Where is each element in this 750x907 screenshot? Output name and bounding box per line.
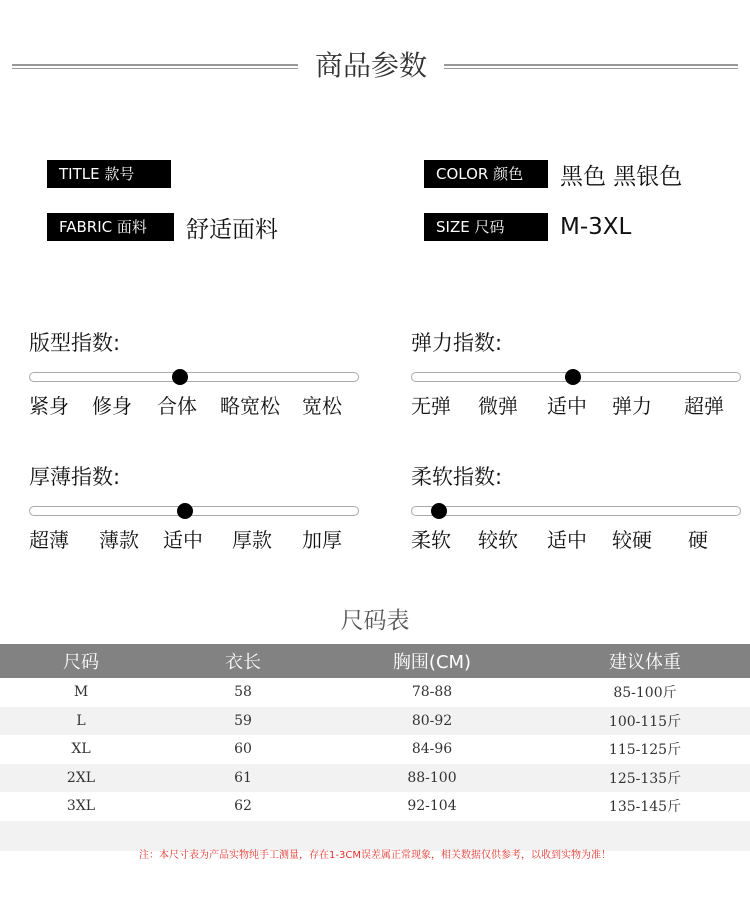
index-label: 加厚 <box>302 528 342 552</box>
index-label: 宽松 <box>302 394 342 418</box>
index-label: 略宽松 <box>220 394 280 418</box>
index-label: 适中 <box>547 394 587 418</box>
index-label: 薄款 <box>99 528 139 552</box>
section-header <box>0 44 750 88</box>
index-elasticity <box>411 328 741 420</box>
index-label: 适中 <box>163 528 203 552</box>
index-knob <box>177 503 193 519</box>
param-title <box>47 160 183 188</box>
cell-weight: 135-145斤 <box>608 799 682 816</box>
table-row <box>0 678 750 707</box>
header-size: 尺码 <box>63 652 99 673</box>
index-softness <box>411 462 741 554</box>
table-row <box>0 707 750 736</box>
index-knob <box>565 369 581 385</box>
size-table-title: 尺码表 <box>340 608 410 634</box>
table-header <box>0 644 750 678</box>
index-label: 合体 <box>157 394 197 418</box>
header-chest: 胸围(CM) <box>392 652 472 673</box>
index-title: 版型指数: <box>29 331 121 355</box>
table-row <box>0 792 750 821</box>
index-label: 较硬 <box>612 528 652 552</box>
index-track <box>411 506 741 516</box>
index-label: 微弹 <box>478 394 518 418</box>
header-divider-right <box>444 64 738 69</box>
cell-size: 2XL <box>66 769 96 786</box>
fabric-tag: FABRIC 面料 <box>47 213 174 241</box>
fabric-value: 舒适面料 <box>186 216 278 243</box>
cell-chest: 78-88 <box>411 684 453 701</box>
size-tag: SIZE 尺码 <box>424 213 548 241</box>
size-value: M-3XL <box>560 214 632 240</box>
index-knob <box>431 503 447 519</box>
index-labels <box>29 390 359 420</box>
index-knob <box>172 369 188 385</box>
size-table <box>0 644 750 851</box>
cell-length: 61 <box>234 769 252 786</box>
cell-weight: 85-100斤 <box>613 685 677 702</box>
param-fabric <box>47 213 278 241</box>
index-label: 超弹 <box>684 394 724 418</box>
index-labels <box>29 524 359 554</box>
param-color <box>424 160 682 188</box>
index-label: 硬 <box>688 528 708 552</box>
index-label: 无弹 <box>411 394 451 418</box>
cell-size: XL <box>71 741 91 758</box>
index-labels <box>411 390 741 420</box>
index-track <box>29 506 359 516</box>
index-title: 厚薄指数: <box>29 465 121 489</box>
index-track <box>411 372 741 382</box>
cell-length: 60 <box>234 741 252 758</box>
header-divider-left <box>12 64 298 69</box>
index-title: 柔软指数: <box>411 465 503 489</box>
index-label: 弹力 <box>612 394 652 418</box>
cell-length: 58 <box>234 684 252 701</box>
size-note: 注：本尺寸表为产品实物纯手工测量，存在1-3CM误差属正常现象，相关数据仅供参考，以收到实物为准！ <box>139 850 611 861</box>
color-tag: COLOR 颜色 <box>424 160 548 188</box>
index-label: 适中 <box>547 528 587 552</box>
color-value: 黑色 黑银色 <box>560 163 683 190</box>
cell-size: 3XL <box>66 798 96 815</box>
cell-chest: 88-100 <box>407 769 457 786</box>
index-thickness <box>29 462 359 554</box>
page-title: 商品参数 <box>314 49 427 82</box>
index-track <box>29 372 359 382</box>
param-size <box>424 213 631 241</box>
index-fit <box>29 328 359 420</box>
cell-length: 59 <box>234 712 252 729</box>
title-tag: TITLE 款号 <box>47 160 171 188</box>
table-row <box>0 764 750 793</box>
cell-chest: 80-92 <box>411 712 453 729</box>
index-label: 厚款 <box>232 528 272 552</box>
index-label: 较软 <box>478 528 518 552</box>
index-label: 柔软 <box>411 528 451 552</box>
index-title: 弹力指数: <box>411 331 503 355</box>
header-weight: 建议体重 <box>609 652 681 673</box>
cell-chest: 84-96 <box>411 741 453 758</box>
index-label: 紧身 <box>29 394 69 418</box>
index-label: 修身 <box>92 394 132 418</box>
index-label: 超薄 <box>29 528 69 552</box>
cell-size: M <box>73 684 89 701</box>
cell-weight: 100-115斤 <box>608 713 682 730</box>
cell-weight: 125-135斤 <box>608 770 682 787</box>
cell-length: 62 <box>234 798 252 815</box>
cell-weight: 115-125斤 <box>608 742 682 759</box>
cell-chest: 92-104 <box>407 798 457 815</box>
table-row <box>0 735 750 764</box>
header-length: 衣长 <box>225 652 261 673</box>
index-labels <box>411 524 741 554</box>
cell-size: L <box>76 712 86 729</box>
